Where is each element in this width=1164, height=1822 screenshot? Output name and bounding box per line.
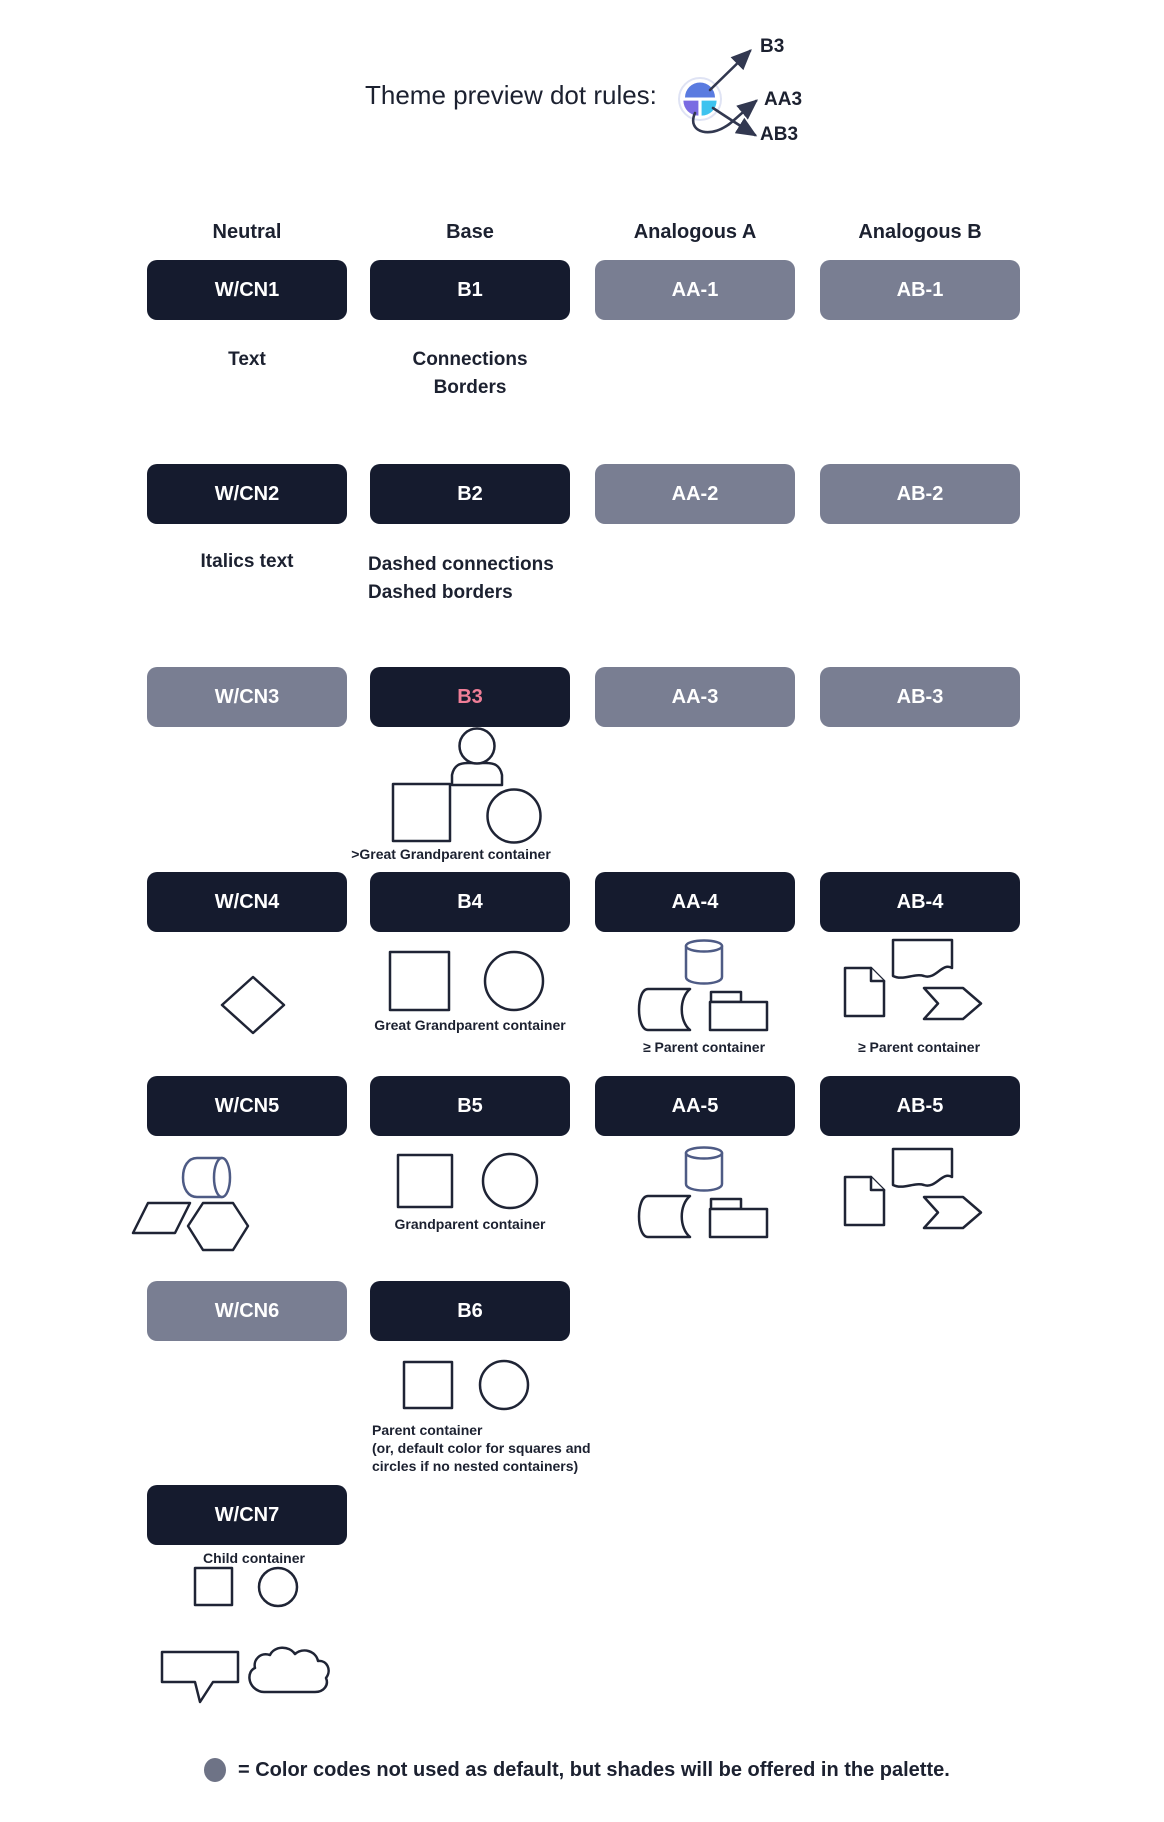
square-shape[interactable]: [195, 1568, 232, 1605]
aa4-shape-group[interactable]: [625, 935, 775, 1035]
cylinder-top-shape[interactable]: [686, 1148, 722, 1159]
swatch-wcn6[interactable]: W/CN6: [147, 1281, 347, 1341]
b6-shape-group[interactable]: [399, 1357, 534, 1415]
wcn7-shape-group[interactable]: [190, 1563, 305, 1613]
circle-shape[interactable]: [480, 1361, 528, 1409]
note-wcn1: Text: [228, 349, 266, 370]
chevron-shape[interactable]: [924, 988, 981, 1019]
circle-shape[interactable]: [488, 790, 541, 843]
swatch-ab3[interactable]: AB-3: [820, 667, 1020, 727]
cloud-shape[interactable]: [249, 1648, 328, 1692]
speech-bubble-shape[interactable]: [162, 1652, 238, 1702]
note-b6-line1: Parent container: [372, 1422, 483, 1438]
diamond-shape[interactable]: [222, 977, 284, 1033]
note-b2-line2: Dashed borders: [368, 582, 513, 603]
column-header-neutral: Neutral: [212, 221, 282, 243]
swatch-b3[interactable]: B3: [370, 667, 570, 727]
legend-dot-icon: [202, 1756, 228, 1784]
wcn4-shape-group[interactable]: [220, 975, 286, 1035]
note-b2-line1: Dashed connections: [368, 554, 554, 575]
circle-shape[interactable]: [483, 1154, 537, 1208]
b4-shape-group[interactable]: [385, 947, 550, 1017]
square-shape[interactable]: [393, 784, 450, 841]
swatch-aa2[interactable]: AA-2: [595, 464, 795, 524]
note-b1-line2: Borders: [433, 377, 507, 398]
swatch-ab1[interactable]: AB-1: [820, 260, 1020, 320]
ab4-shape-group[interactable]: [840, 935, 990, 1030]
note-aa4: ≥ Parent container: [642, 1039, 766, 1055]
cylinder-top-shape[interactable]: [686, 941, 722, 952]
swatch-wcn2[interactable]: W/CN2: [147, 464, 347, 524]
note-b6-line2: (or, default color for squares and: [372, 1440, 591, 1456]
ab5-shape-group[interactable]: [840, 1144, 990, 1239]
circle-shape[interactable]: [259, 1568, 297, 1606]
hexagon-shape[interactable]: [188, 1203, 248, 1250]
legend: [202, 1756, 950, 1784]
column-header-analogous-a: Analogous A: [633, 221, 757, 243]
aa5-shape-group[interactable]: [625, 1142, 775, 1242]
swatch-aa5[interactable]: AA-5: [595, 1076, 795, 1136]
dot-label-aa3: AA3: [764, 89, 803, 110]
wavy-document-shape[interactable]: [893, 940, 952, 978]
folder-tab-shape[interactable]: [711, 1199, 741, 1209]
folder-shape[interactable]: [710, 1002, 767, 1030]
document-fold: [871, 968, 884, 981]
note-b6: [372, 1421, 591, 1475]
swatch-wcn4[interactable]: W/CN4: [147, 872, 347, 932]
arrow-to-b3: [710, 51, 750, 90]
wcn7-extra-shape-group[interactable]: [155, 1638, 340, 1710]
folder-tab-shape[interactable]: [711, 992, 741, 1002]
column-header-analogous-b: Analogous B: [858, 221, 982, 243]
gray-dot-icon: [204, 1758, 226, 1782]
swatch-wcn1[interactable]: W/CN1: [147, 260, 347, 320]
b3-shape-group[interactable]: [380, 725, 560, 850]
legend-text: = Color codes not used as default, but shades will be offered in the palette.: [238, 1759, 950, 1781]
note-b3: >Great Grandparent container: [351, 846, 551, 862]
square-shape[interactable]: [398, 1155, 452, 1207]
swatch-aa4[interactable]: AA-4: [595, 872, 795, 932]
stored-data-shape[interactable]: [639, 1196, 690, 1237]
swatch-wcn3[interactable]: W/CN3: [147, 667, 347, 727]
swatch-wcn5[interactable]: W/CN5: [147, 1076, 347, 1136]
folder-shape[interactable]: [710, 1209, 767, 1237]
wcn5-shape-group[interactable]: [125, 1150, 260, 1255]
swatch-b5[interactable]: B5: [370, 1076, 570, 1136]
circle-shape[interactable]: [485, 952, 543, 1010]
square-shape[interactable]: [390, 952, 449, 1010]
stored-data-shape[interactable]: [639, 989, 690, 1030]
wavy-document-shape[interactable]: [893, 1149, 952, 1187]
swatch-ab5[interactable]: AB-5: [820, 1076, 1020, 1136]
column-header-base: Base: [446, 221, 494, 243]
swatch-wcn7[interactable]: W/CN7: [147, 1485, 347, 1545]
swatch-b2[interactable]: B2: [370, 464, 570, 524]
square-shape[interactable]: [404, 1362, 452, 1408]
note-b4: Great Grandparent container: [374, 1017, 566, 1033]
dot-label-b3: B3: [760, 36, 785, 57]
parallelogram-shape[interactable]: [133, 1203, 190, 1233]
swatch-aa1[interactable]: AA-1: [595, 260, 795, 320]
swatch-aa3[interactable]: AA-3: [595, 667, 795, 727]
person-shape[interactable]: [452, 763, 502, 785]
chevron-shape[interactable]: [924, 1197, 981, 1228]
dot-label-ab3: AB3: [760, 124, 799, 145]
note-ab4: ≥ Parent container: [857, 1039, 981, 1055]
swatch-b1[interactable]: B1: [370, 260, 570, 320]
swatch-b4[interactable]: B4: [370, 872, 570, 932]
b5-shape-group[interactable]: [393, 1150, 543, 1212]
note-b6-line3: circles if no nested containers): [372, 1458, 579, 1474]
note-wcn7: Child container: [203, 1550, 305, 1566]
person-head-shape[interactable]: [460, 729, 495, 764]
swatch-ab4[interactable]: AB-4: [820, 872, 1020, 932]
horizontal-cylinder-cap-shape[interactable]: [214, 1158, 230, 1197]
note-b1-line1: Connections: [412, 349, 528, 370]
swatch-b6[interactable]: B6: [370, 1281, 570, 1341]
note-wcn2: Italics text: [200, 551, 294, 572]
note-b5: Grandparent container: [394, 1216, 546, 1232]
swatch-ab2[interactable]: AB-2: [820, 464, 1020, 524]
page-title: Theme preview dot rules:: [365, 80, 657, 110]
